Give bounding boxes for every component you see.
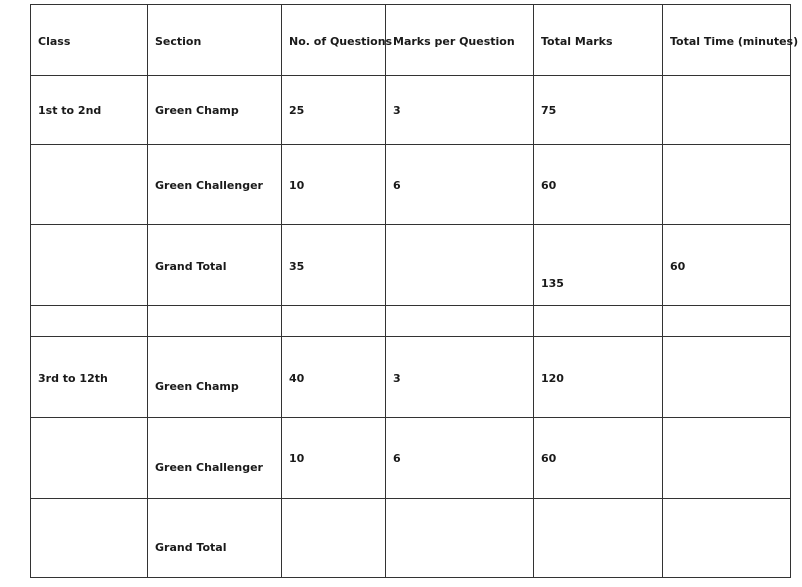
cell-total-marks: 60 — [541, 179, 557, 192]
header-section: Section — [155, 35, 202, 48]
header-total-marks: Total Marks — [541, 35, 613, 48]
cell-questions: 10 — [289, 179, 305, 192]
column-divider — [385, 5, 386, 577]
header-marks-per-question: Marks per Question — [393, 35, 515, 48]
cell-class: 3rd to 12th — [38, 372, 108, 385]
cell-section: Grand Total — [155, 541, 227, 554]
cell-section: Green Champ — [155, 380, 239, 393]
row-divider — [31, 144, 790, 145]
cell-class: 1st to 2nd — [38, 104, 102, 117]
header-questions: No. of Questions — [289, 35, 393, 48]
cell-total-marks: 120 — [541, 372, 564, 385]
cell-questions: 40 — [289, 372, 305, 385]
header-class: Class — [38, 35, 71, 48]
row-divider — [31, 336, 790, 337]
cell-marks-per-question: 3 — [393, 104, 401, 117]
header-total-time: Total Time (minutes) — [670, 35, 799, 48]
row-divider — [31, 498, 790, 499]
cell-marks-per-question: 6 — [393, 452, 401, 465]
cell-total-marks: 60 — [541, 452, 557, 465]
row-divider — [31, 305, 790, 306]
cell-section: Green Challenger — [155, 179, 263, 192]
marks-table — [30, 4, 799, 578]
column-divider — [662, 5, 663, 577]
column-divider — [533, 5, 534, 577]
cell-marks-per-question: 3 — [393, 372, 401, 385]
cell-marks-per-question: 6 — [393, 179, 401, 192]
cell-total-marks: 135 — [541, 277, 564, 290]
row-divider — [31, 417, 790, 418]
cell-total-time: 60 — [670, 260, 686, 273]
row-divider — [31, 75, 790, 76]
cell-questions: 35 — [289, 260, 305, 273]
cell-total-marks: 75 — [541, 104, 557, 117]
row-divider — [31, 224, 790, 225]
cell-questions: 10 — [289, 452, 305, 465]
cell-questions: 25 — [289, 104, 305, 117]
cell-section: Green Champ — [155, 104, 239, 117]
cell-section: Grand Total — [155, 260, 227, 273]
cell-section: Green Challenger — [155, 461, 263, 474]
column-divider — [281, 5, 282, 577]
column-divider — [147, 5, 148, 577]
